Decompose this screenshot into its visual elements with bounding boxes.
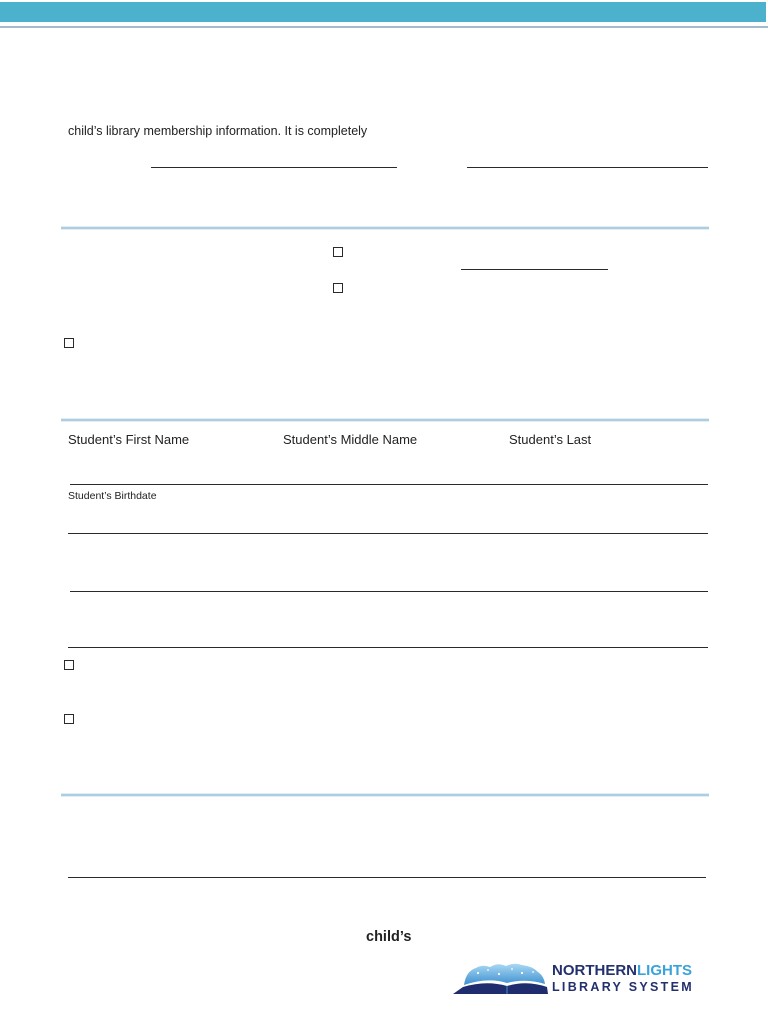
student-birthdate-line[interactable] xyxy=(68,533,708,534)
date-line[interactable] xyxy=(467,167,708,168)
student-first-name-label: Student’s First Name xyxy=(68,432,190,447)
student-checkbox-1[interactable] xyxy=(64,660,74,670)
student-last-name-label: Student’s Last xyxy=(509,432,592,447)
logo-word-lights: LIGHTS xyxy=(637,962,692,979)
student-info-line[interactable] xyxy=(68,647,708,648)
consent-fill-line[interactable] xyxy=(461,269,608,270)
student-middle-name-label: Student’s Middle Name xyxy=(283,432,418,447)
section-divider xyxy=(61,226,709,230)
consent-checkbox-3[interactable] xyxy=(64,338,74,348)
intro-text: child’s library membership information. It is completely xyxy=(68,124,368,138)
header-rule xyxy=(0,26,768,28)
consent-checkbox-2[interactable] xyxy=(333,283,343,293)
section-divider xyxy=(61,418,709,422)
header-bar xyxy=(0,2,766,22)
signature-line[interactable] xyxy=(68,877,706,878)
child-label: child’s xyxy=(366,929,412,945)
student-checkbox-2[interactable] xyxy=(64,714,74,724)
parent-signature-line[interactable] xyxy=(151,167,397,168)
consent-checkbox-1[interactable] xyxy=(333,247,343,257)
student-info-line[interactable] xyxy=(70,591,708,592)
student-birthdate-label: Student’s Birthdate xyxy=(68,490,157,502)
logo-wordmark xyxy=(552,963,692,978)
logo-subtitle: LIBRARY SYSTEM xyxy=(552,980,694,994)
section-divider xyxy=(61,793,709,797)
student-name-line[interactable] xyxy=(70,484,708,485)
logo-word-northern: NORTHERN xyxy=(552,962,637,979)
northern-lights-book-icon xyxy=(452,961,549,995)
